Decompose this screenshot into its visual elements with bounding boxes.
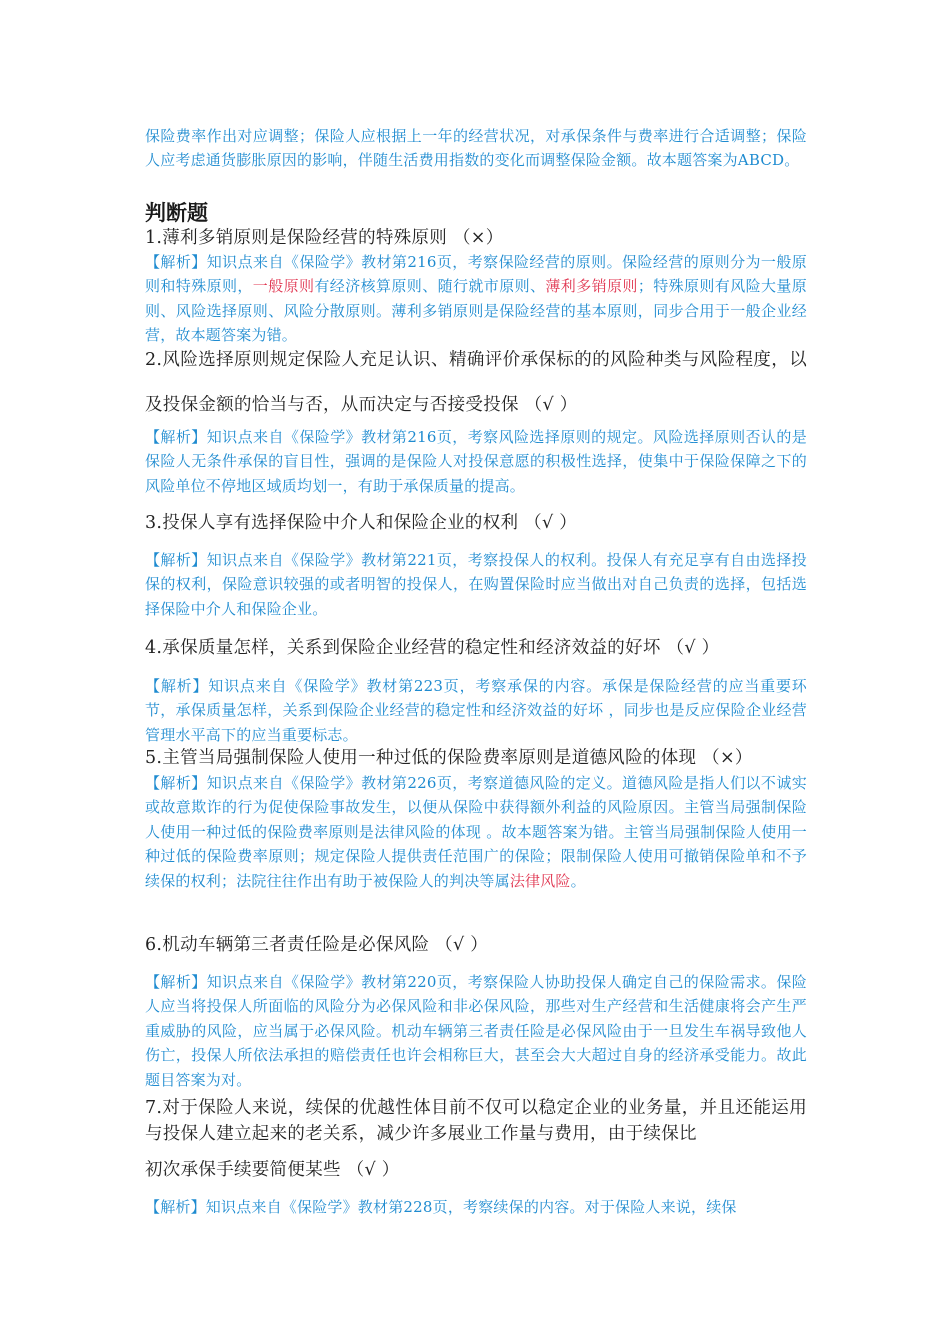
analysis-1-text: ；特殊原则有风险大量原则、风险选择原则、风险分散原则。薄利多销原则是保险经营的基本原则，同步合用于一般企业经营，故本题答案为错。 — [145, 277, 808, 345]
analysis-5-text: 【解析】知识点来自《保险学》教材第226页，考察道德风险的定义。道德风险是指人们以不诚实或故意欺诈的行为促使保险事故发生，以便从保险中获得额外利益的风险原因。主管当局强制保险人使用一种过低的保险费率原则是法律风险的体现 。故本题答案为错。主管当局强制保险人使用一种过低的保险费率原则；规定保险人提供责任范围广的保险；限制保险人使用可撤销保险单和不予续保的权利；法院往往作出有助于被保险人的判决等属 — [145, 774, 807, 890]
analysis-1-text: 有经济核算原则、随行就市原则、 — [314, 277, 546, 296]
section-heading: 判断题 — [145, 201, 208, 225]
question-3: 3.投保人享有选择保险中介人和保险企业的权利 （√ ） — [145, 513, 578, 533]
analysis-5-highlight: 法律风险 — [509, 871, 571, 890]
analysis-1 — [145, 250, 807, 348]
analysis-4: 【解析】知识点来自《保险学》教材第223页，考察承保的内容。承保是保险经营的应当重要环节，承保质量怎样，关系到保险企业经营的稳定性和经济效益的好坏 ，同步也是反应保险企业经营管理水平高下的应当重要标志。 — [145, 677, 807, 744]
intro-analysis-text: 保险费率作出对应调整；保险人应根据上一年的经营状况，对承保条件与费率进行合适调整；保险人应考虑通货膨胀原因的影响，伴随生活费用指数的变化而调整保险金额。故本题答案为ABCD。 — [145, 127, 807, 170]
analysis-2: 【解析】知识点来自《保险学》教材第216页，考察风险选择原则的规定。风险选择原则否认的是保险人无条件承保的盲目性，强调的是保险人对投保意愿的积极性选择，使集中于保险保障之下的风险单位不停地区域质均划一，有助于承保质量的提高。 — [145, 428, 807, 495]
analysis-3: 【解析】知识点来自《保险学》教材第221页，考察投保人的权利。投保人有充足享有自由选择投保的权利，保险意识较强的或者明智的投保人，在购置保险时应当做出对自己负责的选择，包括选择保险中介人和保险企业。 — [145, 551, 807, 618]
analysis-6: 【解析】知识点来自《保险学》教材第220页，考察保险人协助投保人确定自己的保险需求。保险人应当将投保人所面临的风险分为必保风险和非必保风险，那些对生产经营和生活健康将会产生严重威胁的风险，应当属于必保风险。机动车辆第三者责任险是必保风险由于一旦发生车祸导致他人伤亡，投保人所依法承担的赔偿责任也许会相称巨大，甚至会大大超过自身的经济承受能力。故此题目答案为对。 — [145, 973, 807, 1089]
question-6: 6.机动车辆第三者责任险是必保风险 （√ ） — [145, 935, 489, 955]
question-7: 7.对于保险人来说，续保的优越性体目前不仅可以稳定企业的业务量，并且还能运用与投保人建立起来的老关系，减少许多展业工作量与费用，由于续保比 — [145, 1098, 807, 1144]
question-2: 2.风险选择原则规定保险人充足认识、精确评价承保标的的风险种类与风险程度，以及投保金额的恰当与否，从而决定与否接受投保 （√ ） — [145, 350, 807, 415]
analysis-5-text: 。 — [570, 871, 586, 890]
question-4: 4.承保质量怎样，关系到保险企业经营的稳定性和经济效益的好坏 （√ ） — [145, 638, 720, 658]
analysis-7: 【解析】知识点来自《保险学》教材第228页，考察续保的内容。对于保险人来说，续保 — [145, 1198, 737, 1216]
question-7-continued: 初次承保手续要简便某些 （√ ） — [145, 1160, 400, 1180]
analysis-5 — [145, 771, 807, 893]
analysis-1-highlight: 一般原则 — [252, 277, 315, 296]
analysis-1-highlight: 薄利多销原则 — [545, 277, 638, 296]
question-1: 1.薄利多销原则是保险经营的特殊原则 （×） — [145, 228, 504, 248]
question-5: 5.主管当局强制保险人使用一种过低的保险费率原则是道德风险的体现 （×） — [145, 748, 753, 768]
analysis-1-text: 【解析】知识点来自《保险学》教材第216页，考察保险经营的原则。保险经营的原则分为一般原则和特殊原则， — [145, 253, 807, 296]
